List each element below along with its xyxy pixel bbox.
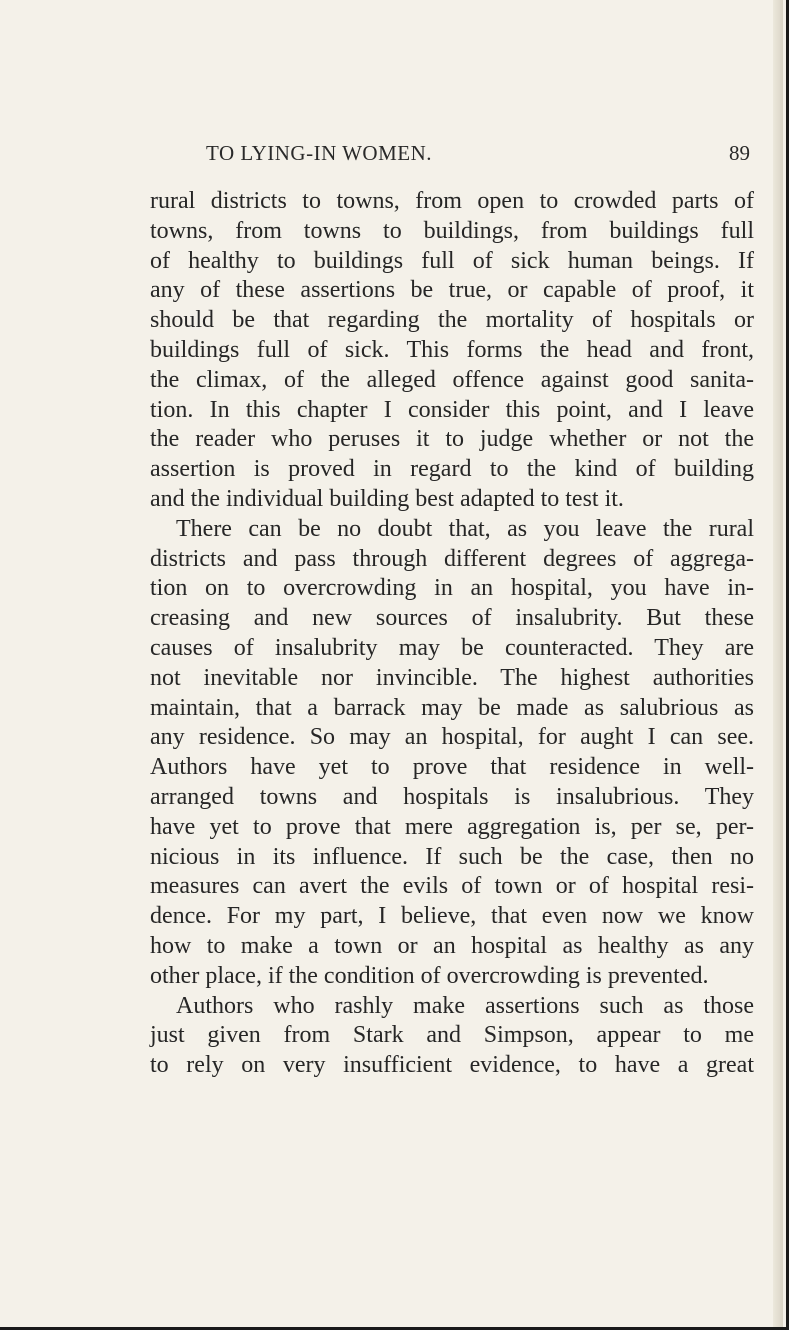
page-header bbox=[150, 141, 750, 171]
text-line: the climax, of the alleged offence against good sanita- bbox=[150, 366, 754, 393]
text-line: not inevitable nor invincible. The highest authorities bbox=[150, 664, 754, 691]
text-line: Authors who rashly make assertions such as those bbox=[176, 992, 754, 1019]
text-line: dence. For my part, I believe, that even now we know bbox=[150, 903, 754, 930]
text-line: Authors have yet to prove that residence in well- bbox=[150, 754, 754, 781]
text-line: have yet to prove that mere aggregation is, per se, per- bbox=[150, 813, 754, 840]
text-line: creasing and new sources of insalubrity. But these bbox=[150, 605, 754, 632]
page-edge-shadow bbox=[773, 0, 783, 1327]
text-line: tion on to overcrowding in an hospital, you have in- bbox=[150, 575, 754, 602]
text-line: maintain, that a barrack may be made as salubrious as bbox=[150, 694, 754, 721]
text-line: There can be no doubt that, as you leave the rural bbox=[176, 515, 754, 542]
text-line: buildings full of sick. This forms the head and front, bbox=[150, 336, 754, 363]
text-line: causes of insalubrity may be counteracted. They are bbox=[150, 634, 754, 661]
text-line: tion. In this chapter I consider this point, and I leave bbox=[150, 396, 754, 423]
text-line: any of these assertions be true, or capable of proof, it bbox=[150, 277, 754, 304]
text-line: just given from Stark and Simpson, appear to me bbox=[150, 1022, 754, 1049]
text-line: of healthy to buildings full of sick human beings. If bbox=[150, 247, 754, 274]
text-line: assertion is proved in regard to the kind of building bbox=[150, 456, 754, 483]
text-line: the reader who peruses it to judge whether or not the bbox=[150, 426, 754, 453]
body-text bbox=[150, 187, 754, 1081]
text-line: any residence. So may an hospital, for aught I can see. bbox=[150, 724, 754, 751]
text-line: nicious in its influence. If such be the case, then no bbox=[150, 843, 754, 870]
text-line: and the individual building best adapted to test it. bbox=[150, 485, 624, 512]
text-line: measures can avert the evils of town or of hospital resi- bbox=[150, 873, 754, 900]
text-line: arranged towns and hospitals is insalubrious. They bbox=[150, 783, 754, 810]
text-line: other place, if the condition of overcrowding is prevented. bbox=[150, 962, 709, 989]
text-line: to rely on very insufficient evidence, to have a great bbox=[150, 1052, 754, 1079]
text-line: how to make a town or an hospital as healthy as any bbox=[150, 932, 754, 959]
page-number: 89 bbox=[729, 141, 750, 165]
text-line: towns, from towns to buildings, from buildings full bbox=[150, 217, 754, 244]
text-line: should be that regarding the mortality of hospitals or bbox=[150, 307, 754, 334]
text-line: rural districts to towns, from open to crowded parts of bbox=[150, 188, 754, 214]
text-line: districts and pass through different degrees of aggrega- bbox=[150, 545, 754, 572]
running-title: TO LYING-IN WOMEN. bbox=[206, 141, 433, 165]
